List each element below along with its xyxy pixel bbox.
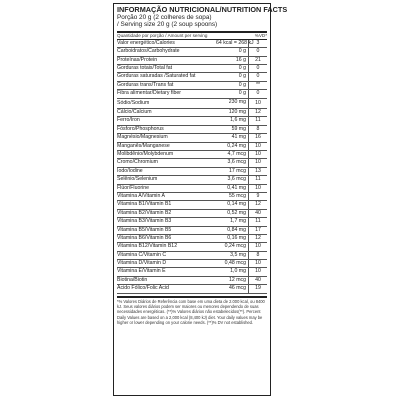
table-row — [117, 143, 267, 151]
nutrient-daily-value: ** — [255, 81, 261, 88]
nutrient-amount: 16 g — [216, 57, 249, 64]
nutrient-amount: 3,6 mcg — [216, 176, 249, 183]
nutrient-name: Carboidratos/Carbohydrate — [117, 48, 180, 55]
table-row — [117, 218, 267, 226]
table-row — [117, 235, 267, 243]
nutrient-daily-value: 16 — [255, 134, 261, 141]
nutrient-daily-value: 8 — [256, 251, 260, 258]
nutrient-daily-value: 0 — [256, 90, 260, 97]
nutrient-daily-value: 11 — [255, 117, 261, 124]
table-row — [117, 65, 267, 73]
nutrient-amount: 3,6 mcg — [216, 159, 249, 166]
column-header — [117, 33, 267, 40]
nutrient-name: Vitamina B2/Vitamin B2 — [117, 209, 172, 216]
serving-size-en: / Serving size 20 g (2 soup spoons) — [117, 21, 218, 29]
table-row — [117, 99, 267, 110]
nutrient-daily-value: 13 — [255, 167, 261, 174]
nutrient-amount: 64 kcal = 268 kJ — [216, 39, 254, 46]
serving-size-pt: Porção 20 g (2 colheres de sopa) — [117, 14, 212, 21]
nutrient-amount: 1,0 mg — [216, 268, 249, 275]
nutrient-daily-value: 0 — [256, 64, 260, 71]
nutrient-amount: 4,7 mcg — [216, 151, 249, 158]
nutrient-name: Proteínas/Protein — [117, 56, 158, 63]
vd-header: %VD* — [254, 32, 267, 38]
nutrient-name: Vitamina D/Vitamin D — [117, 260, 167, 267]
table-row — [117, 268, 267, 276]
nutrient-amount: 0 g — [216, 48, 249, 55]
table-row — [117, 90, 267, 98]
table-row — [117, 185, 267, 193]
nutrient-amount: 0,24 mcg — [216, 243, 249, 250]
table-row — [117, 277, 267, 285]
nutrient-amount: 0,14 mg — [216, 201, 249, 208]
nutrient-name: Selênio/Selenium — [117, 176, 158, 183]
nutrient-table — [117, 40, 267, 294]
nutrient-amount: 0,24 mg — [216, 143, 249, 150]
nutrient-daily-value: 11 — [255, 218, 261, 225]
table-row — [117, 193, 267, 201]
footnote: *% Valores Diários de Referência com base em uma dieta de 2.000 kcal, ou 8400 kJ. Seus valores diários podem ser maiores ou menores dependendo de suas necessidades energéticas. (**)% Valores diários não estabelecidos(**). Percent Daily Values are based on a 2,000 kcal (8,400 kJ) diet. Your daily values may be higher or lower depending on your calorie needs. (**)% DV not established. — [117, 298, 265, 325]
table-row — [117, 117, 267, 125]
nutrient-daily-value: 10 — [255, 243, 261, 250]
nutrient-amount: 46 mcg — [216, 285, 249, 292]
nutrient-amount: 41 mg — [216, 134, 249, 141]
nutrient-name: Flúor/Fluorine — [117, 184, 150, 191]
nutrient-amount: 1,6 mg — [216, 117, 249, 124]
nutrient-daily-value: 10 — [255, 184, 261, 191]
table-row — [117, 134, 267, 142]
table-row — [117, 82, 267, 90]
nutrient-name: Vitamina B1/Vitamin B1 — [117, 201, 172, 208]
nutrient-name: Ácido Fólico/Folic Acid — [117, 285, 169, 292]
table-row — [117, 48, 267, 56]
nutrient-daily-value: 10 — [255, 151, 261, 157]
nutrient-name: Sódio/Sodium — [117, 99, 150, 106]
table-row — [117, 243, 267, 251]
nutrient-name: Fósforo/Phosphorus — [117, 125, 164, 132]
table-row — [117, 57, 267, 65]
nutrient-daily-value: 0 — [256, 73, 260, 80]
nutrient-daily-value: 3 — [256, 39, 260, 46]
nutrient-daily-value: 40 — [255, 276, 261, 283]
nutrient-name: Vitamina C/Vitamin C — [117, 251, 167, 258]
table-row — [117, 151, 267, 159]
nutrient-name: Gorduras saturadas /Saturated fat — [117, 73, 196, 80]
table-row — [117, 201, 267, 209]
table-row — [117, 210, 267, 218]
nutrient-name: Magnésio/Magnesium — [117, 134, 168, 141]
nutrient-name: Ferro/Iron — [117, 117, 140, 124]
nutrient-daily-value: 8 — [256, 125, 260, 132]
nutrition-facts-label — [113, 3, 288, 396]
nutrient-name: Cálcio/Calcium — [117, 109, 152, 116]
nutrient-name: Vitamina B3/Vitamin B3 — [117, 218, 172, 225]
nutrient-amount: 1,7 mg — [216, 218, 249, 225]
nutrient-daily-value: 12 — [255, 201, 261, 208]
table-row — [117, 260, 267, 268]
nutrient-daily-value: 0 — [256, 48, 260, 55]
table-row — [117, 285, 267, 293]
table-row — [117, 176, 267, 184]
nutrient-name: Fibra alimentar/Dietary fiber — [117, 90, 182, 97]
nutrient-name: Molibdênio/Molybdenum — [117, 151, 174, 157]
nutrient-name: Iodo/Iodine — [117, 167, 143, 174]
nutrient-amount: 0,16 mg — [216, 235, 249, 242]
nutrient-name: Vitamina B5/Vitamin B5 — [117, 226, 172, 233]
nutrient-amount: 59 mg — [216, 126, 249, 133]
table-row — [117, 73, 267, 81]
nutrient-daily-value: 10 — [255, 159, 261, 166]
nutrient-name: Valor energético/Calories — [117, 39, 175, 46]
table-row — [117, 227, 267, 235]
nutrient-amount: 55 mcg — [216, 193, 249, 200]
nutrient-daily-value: 21 — [255, 56, 261, 63]
nutrient-amount: 0 g — [216, 82, 249, 89]
nutrient-daily-value: 10 — [255, 99, 261, 106]
label-title: INFORMAÇÃO NUTRICIONAL/NUTRITION FACTS — [117, 5, 288, 14]
nutrient-amount: 0,52 mg — [216, 210, 249, 217]
nutrient-amount: 17 mcg — [216, 168, 249, 175]
nutrient-amount: 0 g — [216, 73, 249, 80]
nutrient-amount: 0 g — [216, 65, 249, 72]
nutrient-daily-value: 9 — [256, 192, 260, 199]
table-row — [117, 126, 267, 134]
nutrient-daily-value: 17 — [255, 226, 261, 233]
nutrient-daily-value: 12 — [255, 109, 261, 116]
nutrient-amount: 0,84 mg — [216, 227, 249, 234]
nutrient-daily-value: 10 — [255, 142, 261, 149]
table-row — [117, 168, 267, 176]
nutrient-name: Vitamina B6/Vitamin B6 — [117, 234, 172, 241]
table-row — [117, 109, 267, 117]
nutrient-name: Manganês/Manganese — [117, 142, 170, 149]
nutrient-daily-value: 19 — [255, 285, 261, 292]
nutrient-amount: 3,5 mg — [216, 252, 249, 259]
table-row — [117, 252, 267, 260]
nutrient-name: Vitamina B12/Vitamin B12 — [117, 243, 178, 250]
nutrient-name: Vitamina A/Vitamin A — [117, 192, 165, 199]
nutrient-daily-value: 11 — [255, 176, 261, 183]
nutrient-amount: 230 mg — [216, 99, 249, 109]
nutrient-amount: 12 mcg — [216, 277, 249, 284]
table-row — [117, 159, 267, 167]
nutrient-amount: 0,48 mcg — [216, 260, 249, 267]
nutrient-daily-value: 40 — [255, 209, 261, 216]
nutrient-name: Cromo/Chromium — [117, 159, 158, 166]
nutrient-amount: 120 mg — [216, 109, 249, 116]
nutrient-name: Biotina/Biotin — [117, 276, 148, 283]
nutrient-name: Vitamina E/Vitamin E — [117, 268, 166, 275]
nutrient-daily-value: 12 — [255, 234, 261, 241]
nutrient-daily-value: 10 — [255, 268, 261, 275]
nutrient-daily-value: 10 — [255, 260, 261, 267]
nutrient-name: Gorduras trans/Trans fat — [117, 81, 174, 88]
nutrient-amount: 0,41 mg — [216, 185, 249, 192]
nutrient-amount: 0 g — [216, 90, 249, 97]
amount-per-serving-header: Quantidade por porção / Amount per serving — [117, 32, 208, 38]
nutrient-name: Gorduras totais/Total fat — [117, 64, 173, 71]
table-row — [117, 40, 267, 48]
